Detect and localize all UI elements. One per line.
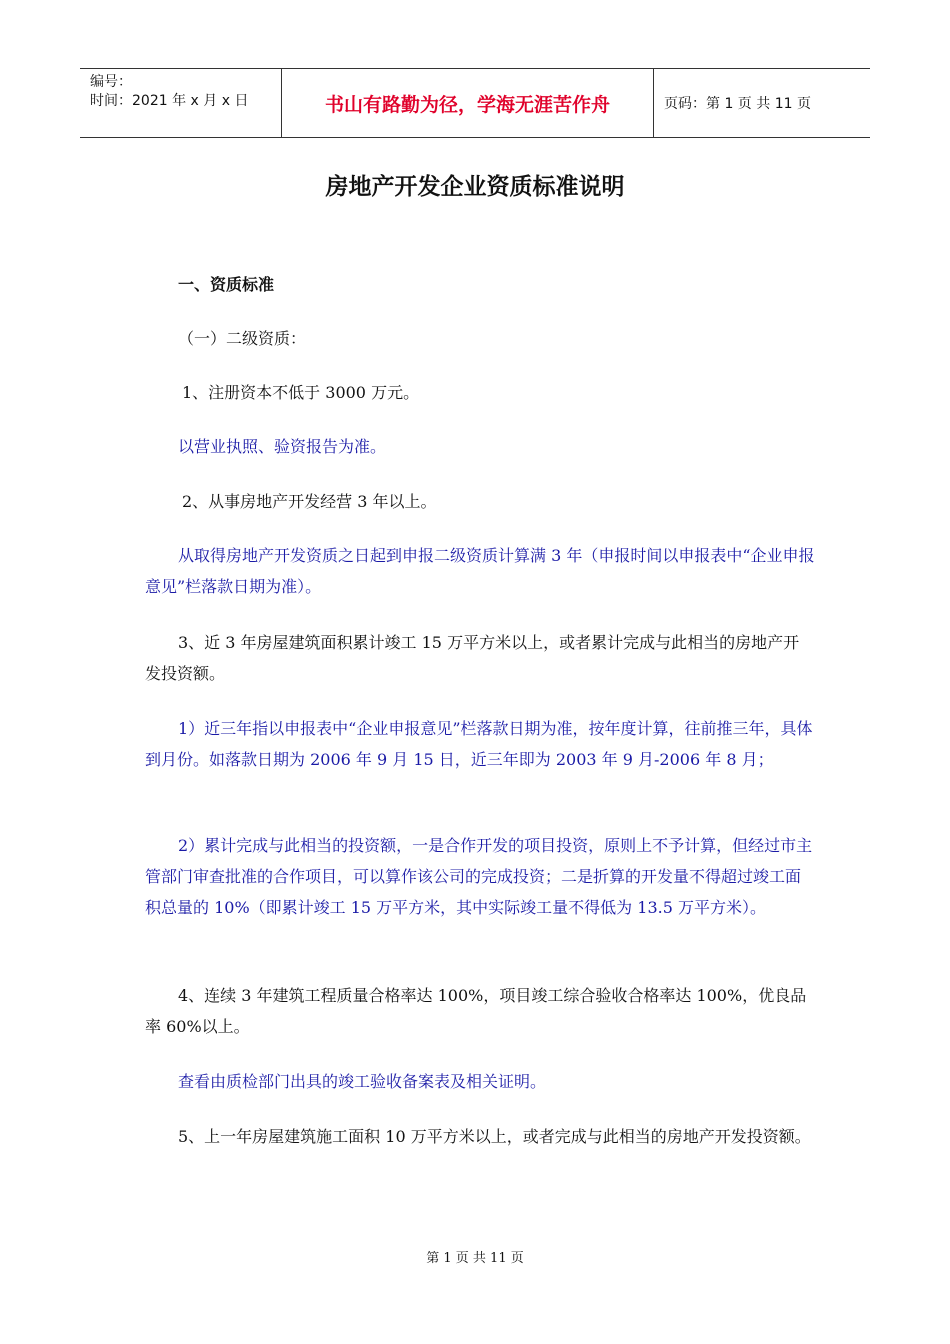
paragraph-4: 4、连续 3 年建筑工程质量合格率达 100%，项目竣工综合验收合格率达 100%，优良品率 60%以上。: [145, 986, 807, 1036]
paragraph-3: 3、近 3 年房屋建筑面积累计竣工 15 万平方米以上，或者累计完成与此相当的房地产开发投资额。: [145, 633, 800, 683]
paragraph-1: 1、注册资本不低于 3000 万元。: [182, 383, 420, 402]
time-label: 时间：2021 年 x 月 x 日: [90, 93, 249, 109]
paragraph-3-note-1: 1）近三年指以申报表中“企业申报意见”栏落款日期为准，按年度计算，往前推三年，具体到月份。如落款日期为 2006 年 9 月 15 日，近三年即为 2003 年 9 月-2006 年 8 月；: [145, 719, 813, 769]
paragraph-2-note: 从取得房地产开发资质之日起到申报二级资质计算满 3 年（申报时间以申报表中“企业申报意见”栏落款日期为准）。: [145, 546, 815, 596]
page-footer: 第 1 页 共 11 页: [426, 1251, 524, 1266]
paragraph-1-note: 以营业执照、验资报告为准。: [178, 437, 387, 456]
header-meta: [80, 69, 282, 137]
paragraph-2: 2、从事房地产开发经营 3 年以上。: [182, 492, 437, 511]
section-heading: 一、资质标准: [178, 275, 275, 294]
subsection-heading: （一）二级资质：: [178, 329, 307, 348]
document-header: [80, 68, 870, 138]
paragraph-5: 5、上一年房屋建筑施工面积 10 万平方米以上，或者完成与此相当的房地产开发投资额。: [178, 1127, 811, 1146]
number-label: 编号：: [90, 74, 132, 90]
document-title: 房地产开发企业资质标准说明: [325, 174, 625, 200]
paragraph-3-note-2: 2）累计完成与此相当的投资额，一是合作开发的项目投资，原则上不予计算，但经过市主管部门审查批准的合作项目，可以算作该公司的完成投资；二是折算的开发量不得超过竣工面积总量的 10%（即累计竣工 15 万平方米，其中实际竣工量不得低为 13.5 万平方米）。: [145, 836, 813, 917]
paragraph-4-note: 查看由质检部门出具的竣工验收备案表及相关证明。: [178, 1072, 547, 1091]
header-motto: 书山有路勤为径，学海无涯苦作舟: [282, 69, 654, 137]
header-page-info: 页码：第 1 页 共 11 页: [664, 96, 811, 112]
